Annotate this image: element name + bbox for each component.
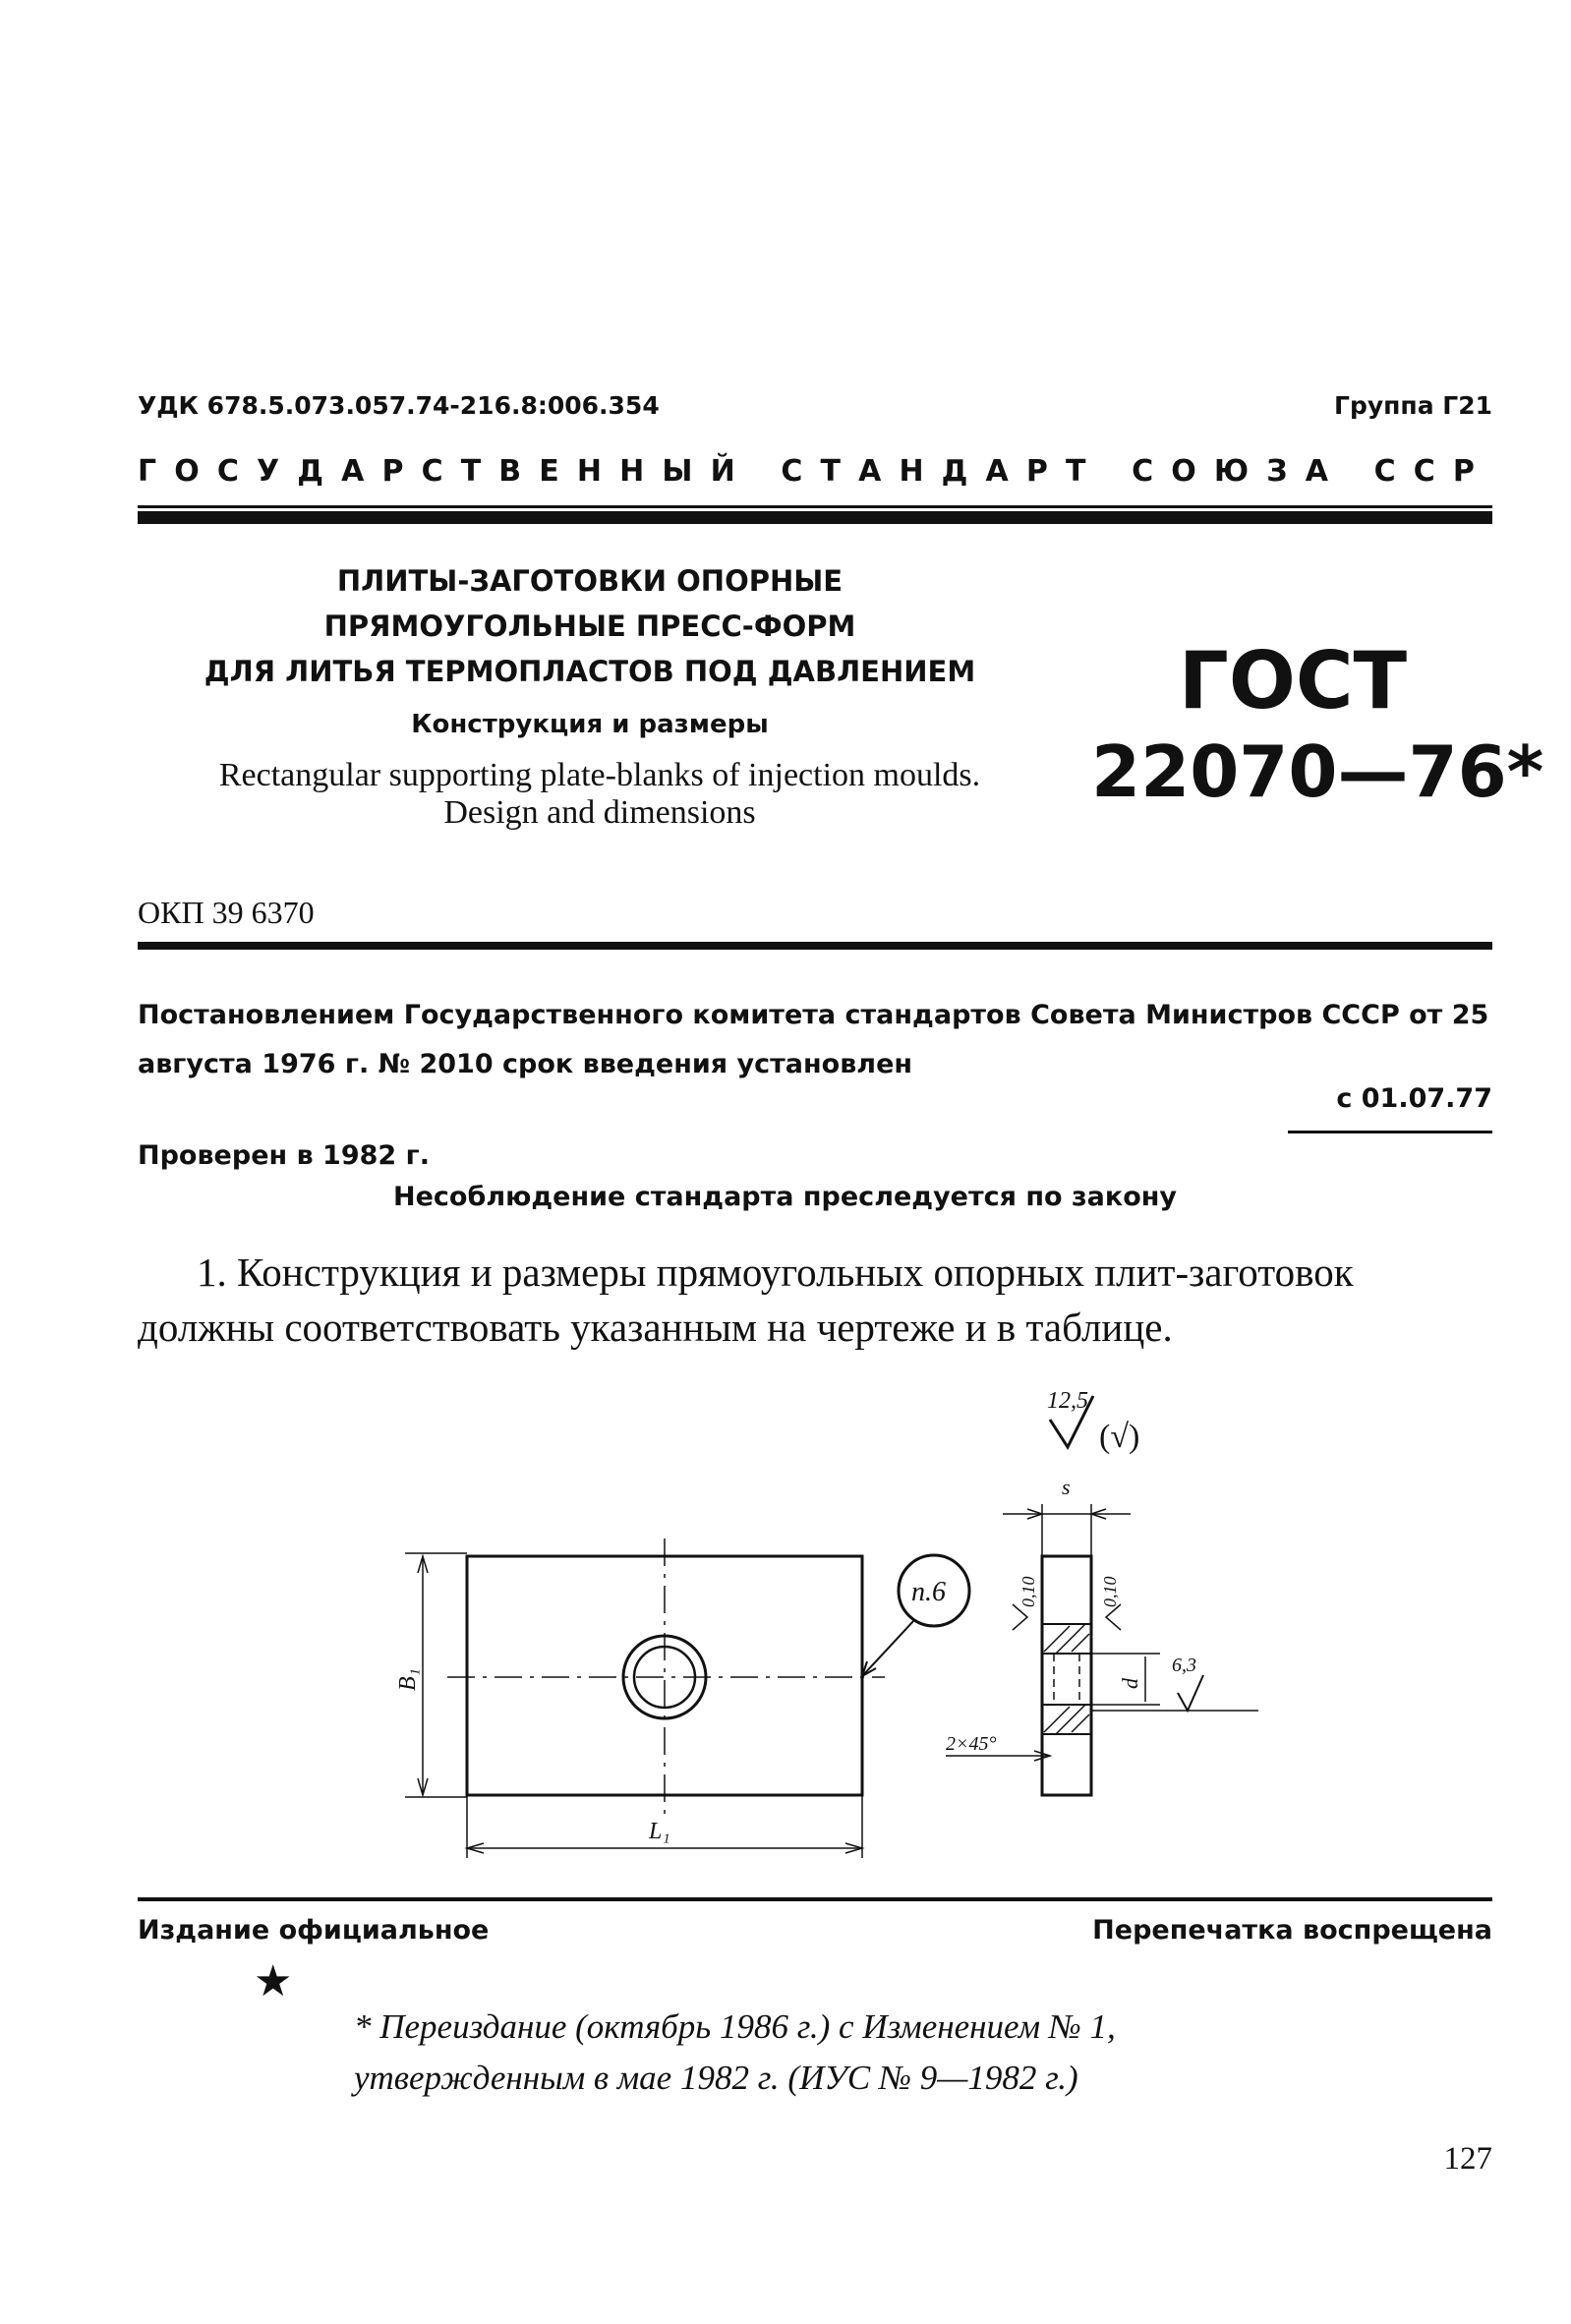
roughness-paren-label: (√) xyxy=(1099,1419,1140,1455)
plate-side-view xyxy=(1042,1556,1091,1795)
tolerance-left-label: 0,10 xyxy=(1018,1576,1038,1607)
document-title xyxy=(138,558,1042,694)
gost-number: 22070—76* xyxy=(1091,730,1544,813)
reprint-notice: Перепечатка воспрещена xyxy=(1092,1915,1492,1946)
english-title xyxy=(177,757,1022,832)
d-label: d xyxy=(1118,1678,1142,1689)
english-title-line-2: Design and dimensions xyxy=(443,794,756,831)
page-number: 127 xyxy=(1443,2141,1492,2177)
udk-code: УДК 678.5.073.057.74-216.8:006.354 xyxy=(138,391,660,420)
english-title-line-1: Rectangular supporting plate-blanks of injection moulds. xyxy=(218,757,981,793)
technical-drawing xyxy=(138,1376,1492,1888)
star-icon: ★ xyxy=(254,1957,293,2005)
reissue-footnote: * Переиздание (октябрь 1986 г.) с Изменением № 1, утвержденным в мае 1982 г. (ИУС № 9—1982 г.) xyxy=(354,2007,1116,2097)
l1-label: L₁ xyxy=(649,1819,670,1844)
state-standard-text: ГОСУДАРСТВЕННЫЙ СТАНДАРТ СОЮЗА ССР xyxy=(138,454,1492,489)
checked-year: Проверен в 1982 г. xyxy=(138,1140,430,1171)
roughness-top-label: 12,5 xyxy=(1047,1388,1088,1414)
document-subtitle: Конструкция и размеры xyxy=(411,710,769,739)
paragraph-text: Конструкция и размеры прямоугольных опорных плит-заготовок должны соответствовать указанным на чертеже и в таблице. xyxy=(138,1249,1354,1350)
header-rule-thin xyxy=(138,505,1492,508)
title-line-1: ПЛИТЫ-ЗАГОТОВКИ ОПОРНЫЕ xyxy=(336,564,844,598)
b1-label: B₁ xyxy=(395,1667,421,1691)
effective-date: с 01.07.77 xyxy=(1336,1083,1492,1114)
title-line-2: ПРЯМОУГОЛЬНЫЕ ПРЕСС-ФОРМ xyxy=(323,610,856,643)
gost-label: ГОСТ xyxy=(1178,635,1408,726)
side-roughness-icon xyxy=(1178,1675,1203,1711)
tolerance-right-label: 0,10 xyxy=(1100,1576,1120,1607)
note-leader xyxy=(862,1620,914,1676)
title-line-3: ДЛЯ ЛИТЬЯ ТЕРМОПЛАСТОВ ПОД ДАВЛЕНИЕМ xyxy=(204,655,976,688)
paragraph-1 xyxy=(138,1245,1492,1355)
s-label: s xyxy=(1062,1475,1071,1499)
decree-text: Постановлением Государственного комитета стандартов Совета Министров СССР от 25 августа 1976 г. № 2010 срок введения установлен xyxy=(138,1000,1489,1079)
official-edition: Издание официальное xyxy=(138,1915,490,1946)
section-rule xyxy=(138,942,1492,950)
effective-date-rule xyxy=(1288,1131,1492,1133)
side-roughness-label: 6,3 xyxy=(1172,1655,1196,1676)
footer-rule xyxy=(138,1897,1492,1901)
header-rule-heavy xyxy=(138,511,1492,524)
chamfer-label: 2×45° xyxy=(946,1733,997,1755)
note-label: п.6 xyxy=(911,1577,946,1607)
paragraph-number: 1. xyxy=(197,1249,227,1295)
okp-code: ОКП 39 6370 xyxy=(138,895,315,930)
group-code: Группа Г21 xyxy=(1334,391,1492,420)
state-standard-heading xyxy=(138,454,1492,489)
law-notice: Несоблюдение стандарта преследуется по закону xyxy=(393,1182,1178,1212)
